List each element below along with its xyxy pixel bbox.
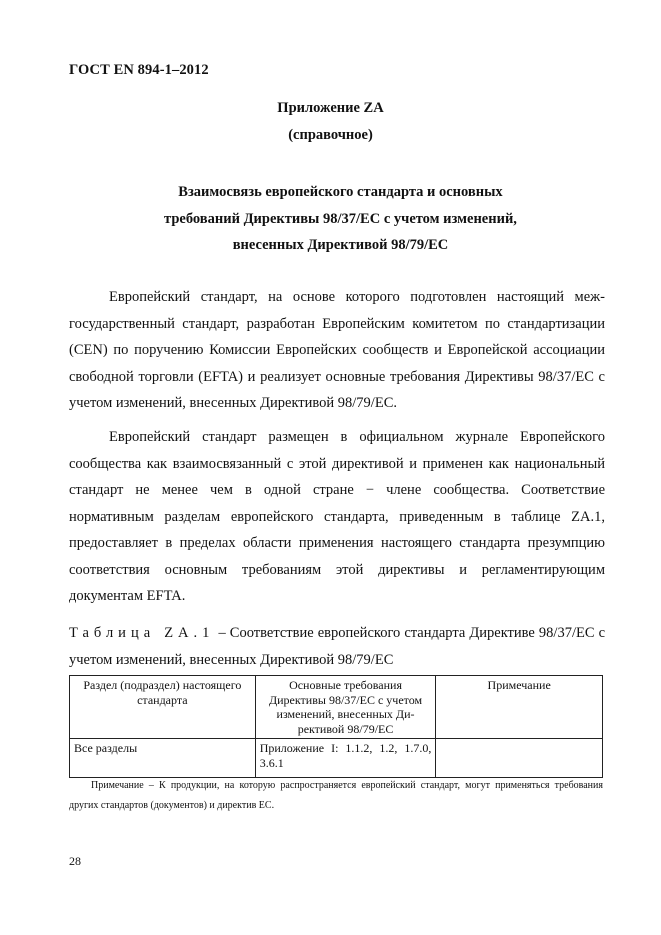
table-caption (69, 620, 605, 673)
body-paragraph-1: Европейский стандарт, на основе которого подготовлен настоящий межгосударственный стандарт, разработан Европейским комитетом по стандартизации (CEN) по поручению Комиссии Европейских сообществ и Европейской ассоциации свободной торговли (EFTA) и реализует основные требования Директивы 98/37/EC с учетом изменений, внесенных Директивой 98/79/EC. (69, 289, 605, 411)
annex-heading (10, 179, 661, 259)
table-header-row (70, 676, 603, 739)
table-cell: Все разделы (70, 739, 256, 778)
table-caption-label: Таблица ZA.1 (69, 625, 215, 641)
correspondence-table (69, 675, 603, 778)
table-row (70, 739, 603, 778)
table-note: Примечание – К продукции, на которую распространяется европейский стандарт, могут применяться требования других стандартов (документов) и директив ЕС. (69, 780, 603, 811)
annex-heading-line: требований Директивы 98/37/EC с учетом изменений, (164, 210, 517, 227)
table-header-cell: Раздел (подраздел) настоящего стандарта (70, 676, 256, 739)
table-caption-text: – Соответствие европейского стандарта Директиве 98/37/EC с учетом изменений, внесенных Директивой 98/79/EC (69, 625, 606, 668)
annex-heading-line: внесенных Директивой 98/79/EC (232, 237, 449, 253)
table-header-cell: Примечание (436, 676, 603, 739)
table-header-cell: Основные требования Директивы 98/37/EC с учетом изменений, внесенных Директивой 98/79/EC (255, 676, 436, 739)
page-number: 28 (69, 854, 81, 868)
annex-heading-line: Взаимосвязь европейского стандарта и основных (178, 184, 503, 200)
table-cell (436, 739, 603, 778)
annex-title: Приложение ZA (277, 100, 384, 116)
table-cell: Приложение I: 1.1.2, 1.2, 1.7.0, 3.6.1 (255, 739, 436, 778)
standard-designation: ГОСТ EN 894-1–2012 (69, 62, 209, 78)
body-paragraph-2: Европейский стандарт размещен в официальном журнале Европейского сообщества как взаимосвязанный с этой директивой и применен как национальный стандарт не менее чем в одной стране − члене сообщества. Соответствие нормативным разделам европейского стандарта, приведенным в таблице ZA.1, предоставляет в пределах области применения настоящего стандарта презумпцию соответствия основным требованиям этой директивы и регламентирующим документам EFTA. (69, 429, 605, 604)
annex-subtitle: (справочное) (288, 127, 373, 143)
